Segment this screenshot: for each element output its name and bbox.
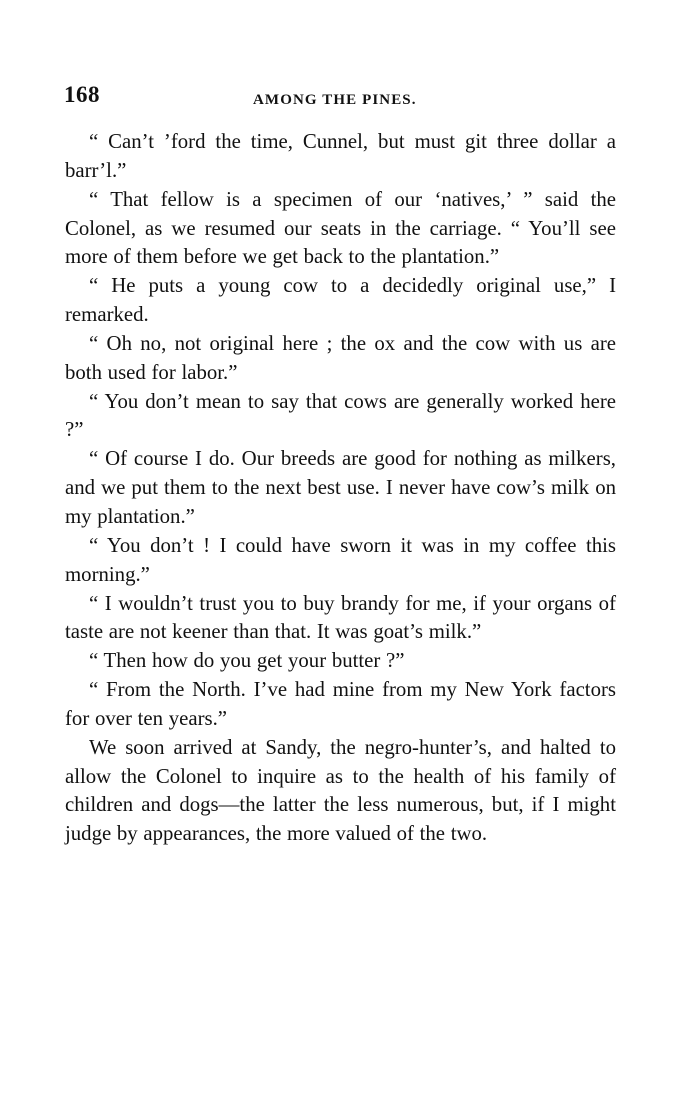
page-header <box>64 82 616 112</box>
paragraph-1: “ Can’t ’ford the time, Cunnel, but must git three dollar a barr’l.” <box>65 130 616 182</box>
paragraph-7: “ You don’t ! I could have sworn it was in my coffee this morning.” <box>65 533 616 586</box>
paragraph-2: “ That fellow is a specimen of our ‘natives,’ ” said the Colonel, as we resumed our seats in the carriage. “ You’ll see more of them before we get back to the plantation.” <box>65 187 616 269</box>
paragraph-4: “ Oh no, not original here ; the ox and the cow with us are both used for labor.” <box>65 331 616 384</box>
paragraph-11: We soon arrived at Sandy, the negro-hunter’s, and halted to allow the Colonel to inquire as to the health of his family of children and dogs—the latter the less numerous, but, if I might judge by appearances, the more valued of the two. <box>65 735 616 846</box>
paragraph-8: “ I wouldn’t trust you to buy brandy for me, if your organs of taste are not keener than that. It was goat’s milk.” <box>65 591 616 644</box>
paragraph-3: “ He puts a young cow to a decidedly original use,” I remarked. <box>65 274 616 327</box>
running-head: AMONG THE PINES. <box>253 92 417 108</box>
paragraph-6: “ Of course I do. Our breeds are good for nothing as milkers, and we put them to the next best use. I never have cow’s milk on my plantation.” <box>65 447 616 528</box>
paragraph-9: “ Then how do you get your butter ?” <box>89 649 405 673</box>
paragraph-5: “ You don’t mean to say that cows are generally worked here ?” <box>65 389 616 442</box>
paragraph-10: “ From the North. I’ve had mine from my New York factors for over ten years.” <box>65 678 616 730</box>
page-body <box>65 128 616 849</box>
page-number: 168 <box>64 82 100 107</box>
